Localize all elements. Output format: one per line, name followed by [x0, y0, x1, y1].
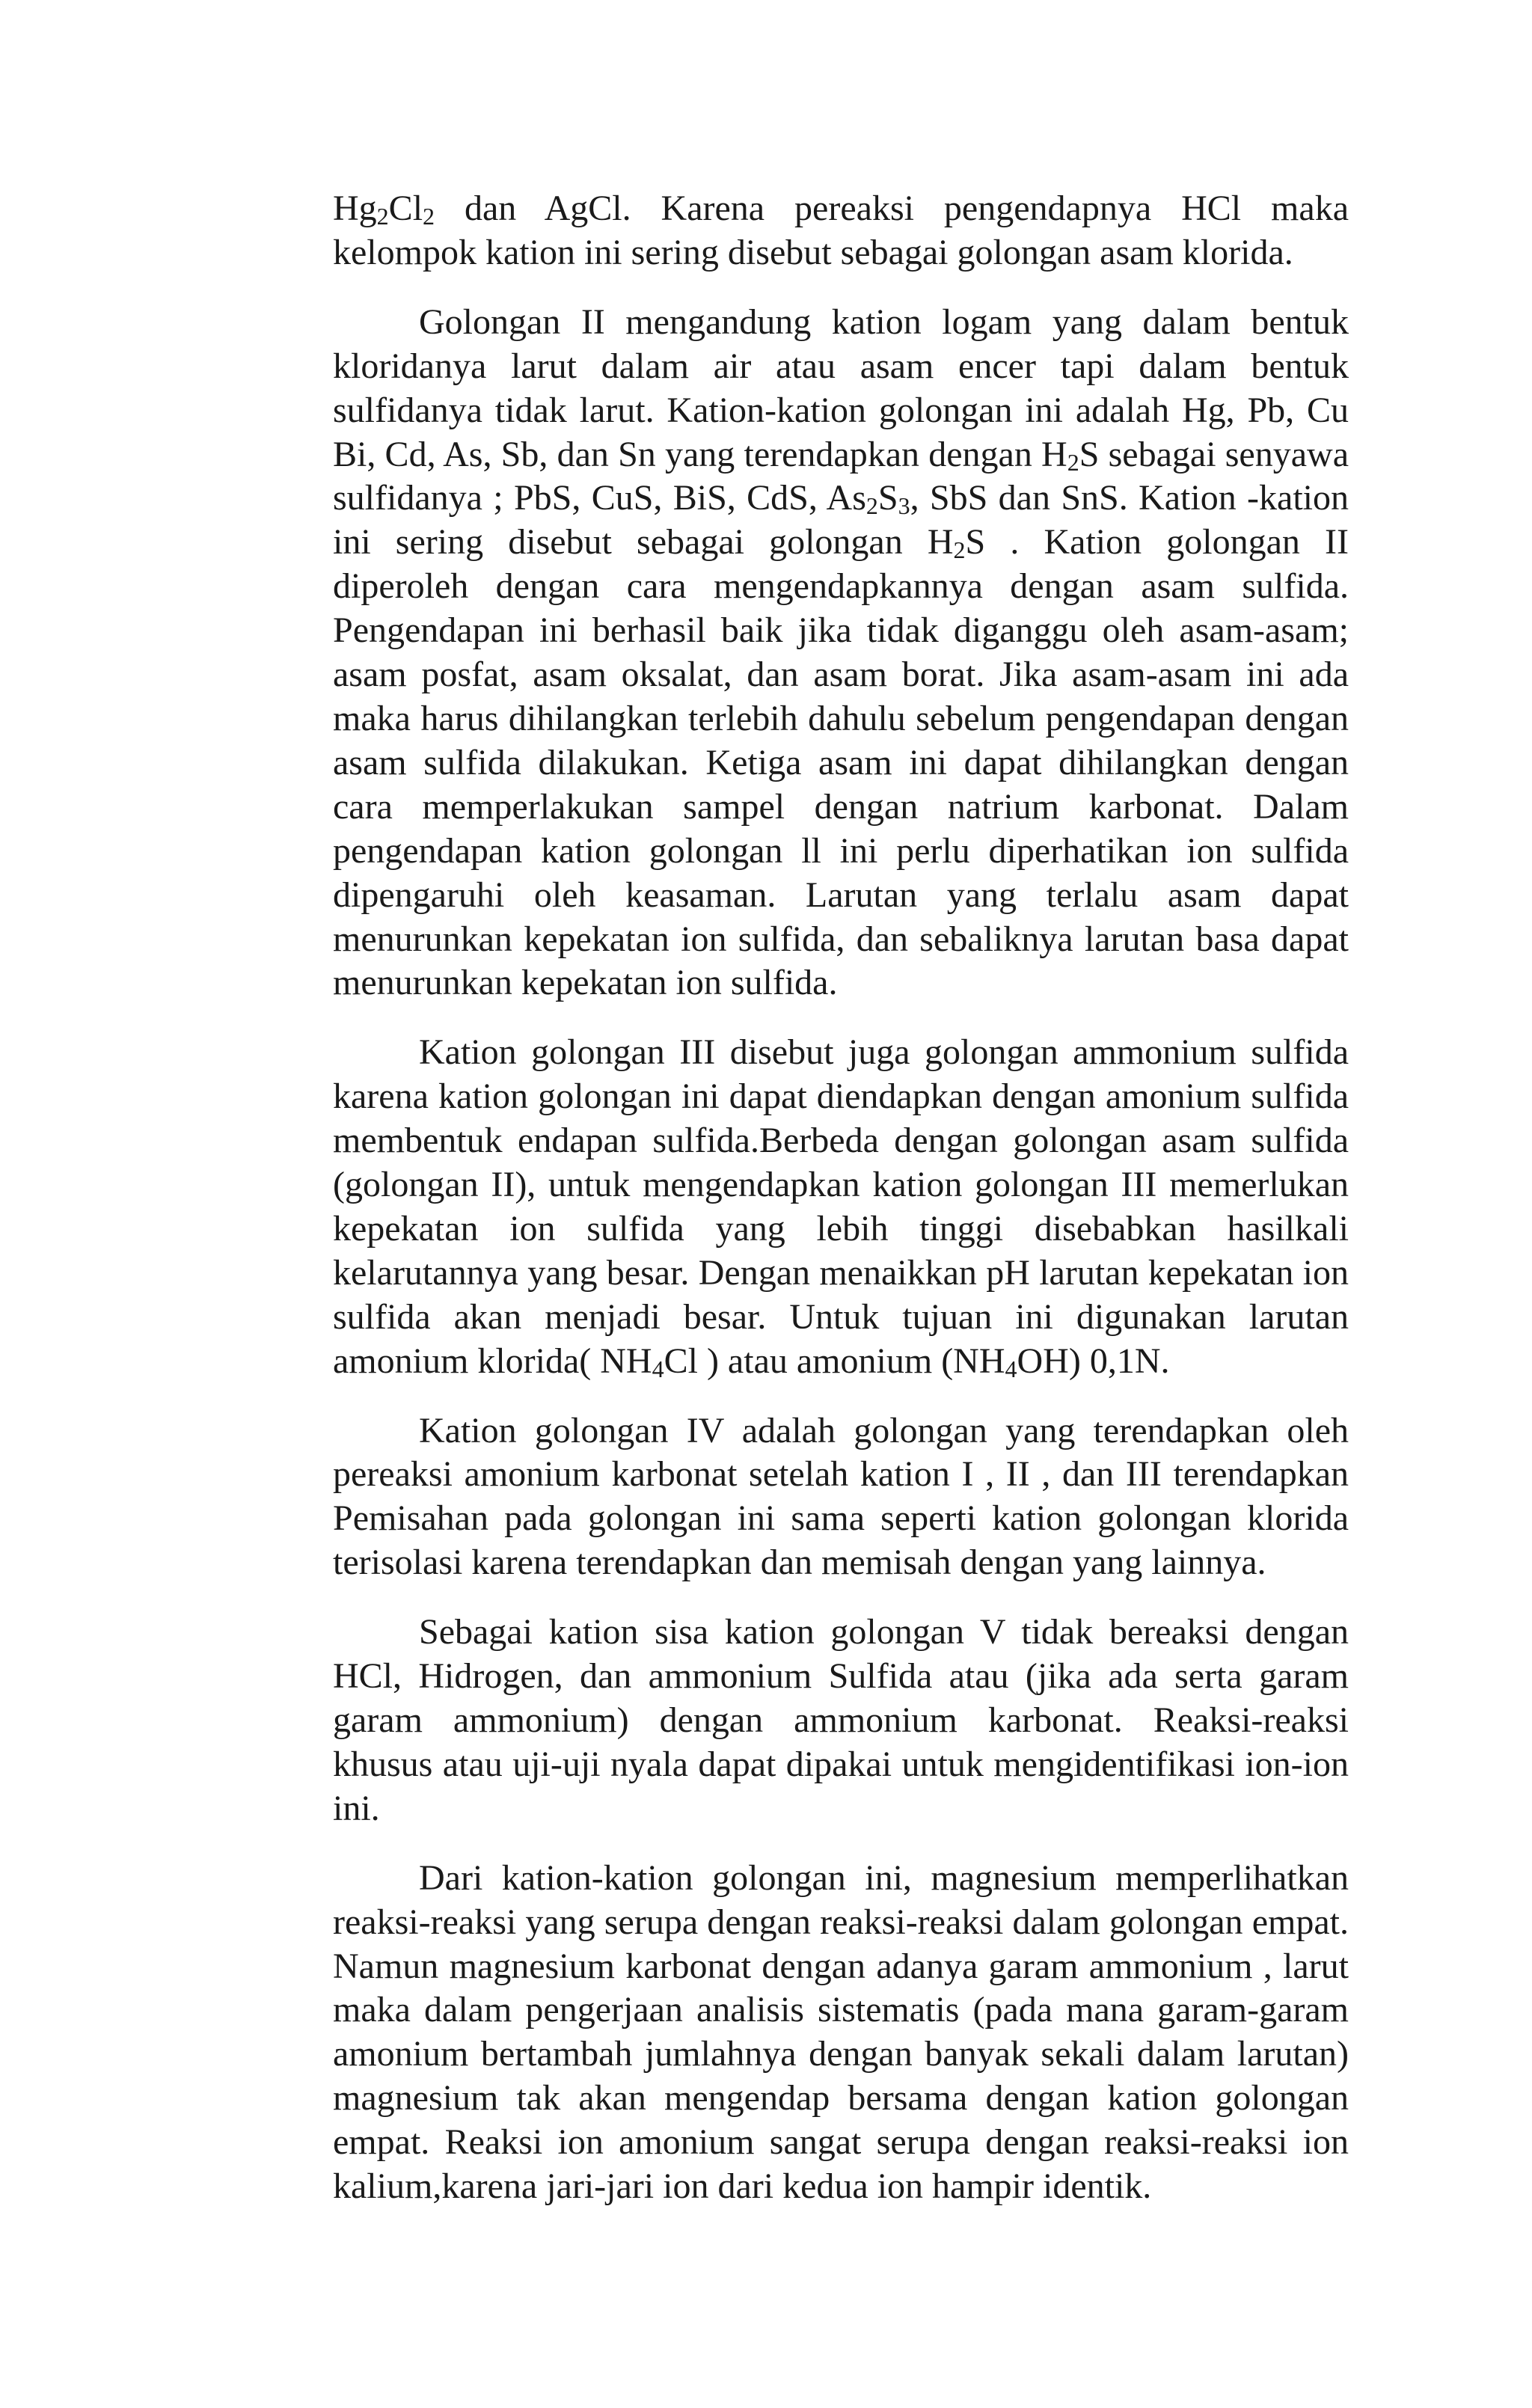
- paragraph-4: [333, 1409, 1349, 1586]
- text-run: Cl: [388, 189, 423, 228]
- text-run: Golongan II mengandung kation logam yang dalam bentuk kloridanya larut dalam air atau asam encer tapi dalam bentuk sulfidanya tidak larut. Kation-kation golongan ini adalah Hg, Pb, Cu Bi, Cd, As, Sb, dan Sn yang terendapkan dengan H: [333, 301, 1349, 474]
- subscript: 2: [865, 492, 878, 520]
- text-run: S sebagai senyawa sulfidanya ; PbS, CuS, BiS, CdS, As: [333, 434, 1349, 518]
- paragraph-3: [333, 1031, 1349, 1383]
- subscript: 2: [423, 203, 435, 230]
- text-run: Kation golongan IV adalah golongan yang terendapkan oleh pereaksi amonium karbonat setelah kation I , II , dan III terendapkan Pemisahan pada golongan ini sama seperti kation golongan klorida terisolasi karena terendapkan dan memisah dengan yang lainnya.: [333, 1410, 1349, 1583]
- text-run: dan AgCl. Karena pereaksi pengendapnya HCl maka kelompok kation ini sering disebut sebagai golongan asam klorida.: [333, 189, 1349, 272]
- paragraph-2: [333, 301, 1349, 1006]
- subscript: 4: [1005, 1355, 1017, 1382]
- text-run: Cl ) atau amonium (NH: [664, 1341, 1005, 1381]
- text-run: Dari kation-kation golongan ini, magnesium memperlihatkan reaksi-reaksi yang serupa dengan reaksi-reaksi dalam golongan empat. Namun magnesium karbonat dengan adanya garam ammonium , larut maka dalam pengerjaan analisis sistematis (pada mana garam-garam amonium bertambah jumlahnya dengan banyak sekali dalam larutan) magnesium tak akan mengendap bersama dengan kation golongan empat. Reaksi ion amonium sangat serupa dengan reaksi-reaksi ion kalium,karena jari-jari ion dari kedua ion hampir identik.: [333, 1857, 1349, 2207]
- text-run: S: [877, 478, 898, 518]
- body-text: [333, 187, 1349, 2234]
- text-run: S . Kation golongan II diperoleh dengan cara mengendapkannya dengan asam sulfida. Pengendapan ini berhasil baik jika tidak diganggu oleh asam-asam; asam posfat, asam oksalat, dan asam borat. Jika asam-asam ini ada maka harus dihilangkan terlebih dahulu sebelum pengendapan dengan asam sulfida dilakukan. Ketiga asam ini dapat dihilangkan dengan cara memperlakukan sampel dengan natrium karbonat. Dalam pengendapan kation golongan ll ini perlu diperhatikan ion sulfida dipengaruhi oleh keasaman. Larutan yang terlalu asam dapat menurunkan kepekatan ion sulfida, dan sebaliknya larutan basa dapat menurunkan kepekatan ion sulfida.: [333, 522, 1349, 1003]
- text-run: Sebagai kation sisa kation golongan V tidak bereaksi dengan HCl, Hidrogen, dan ammonium Sulfida atau (jika ada serta garam garam ammonium) dengan ammonium karbonat. Reaksi-reaksi khusus atau uji-uji nyala dapat dipakai untuk mengidentifikasi ion-ion ini.: [333, 1612, 1349, 1828]
- paragraph-6: [333, 1857, 1349, 2209]
- text-run: , SbS dan SnS. Kation -kation ini sering disebut sebagai golongan H: [333, 478, 1349, 563]
- text-run: Hg: [333, 189, 377, 228]
- subscript: 2: [953, 536, 966, 564]
- subscript: 2: [1067, 448, 1079, 476]
- subscript: 2: [376, 203, 389, 230]
- paragraph-5: [333, 1611, 1349, 1831]
- text-run: Kation golongan III disebut juga golongan ammonium sulfida karena kation golongan ini dapat diendapkan dengan amonium sulfida membentuk endapan sulfida.Berbeda dengan golongan asam sulfida (golongan II), untuk mengendapkan kation golongan III memerlukan kepekatan ion sulfida yang lebih tinggi disebabkan hasilkali kelarutannya yang besar. Dengan menaikkan pH larutan kepekatan ion sulfida akan menjadi besar. Untuk tujuan ini digunakan larutan amonium klorida( NH: [333, 1032, 1349, 1381]
- paragraph-1: [333, 187, 1349, 275]
- subscript: 4: [652, 1355, 664, 1382]
- subscript: 3: [898, 492, 910, 520]
- text-run: OH) 0,1N.: [1017, 1341, 1170, 1381]
